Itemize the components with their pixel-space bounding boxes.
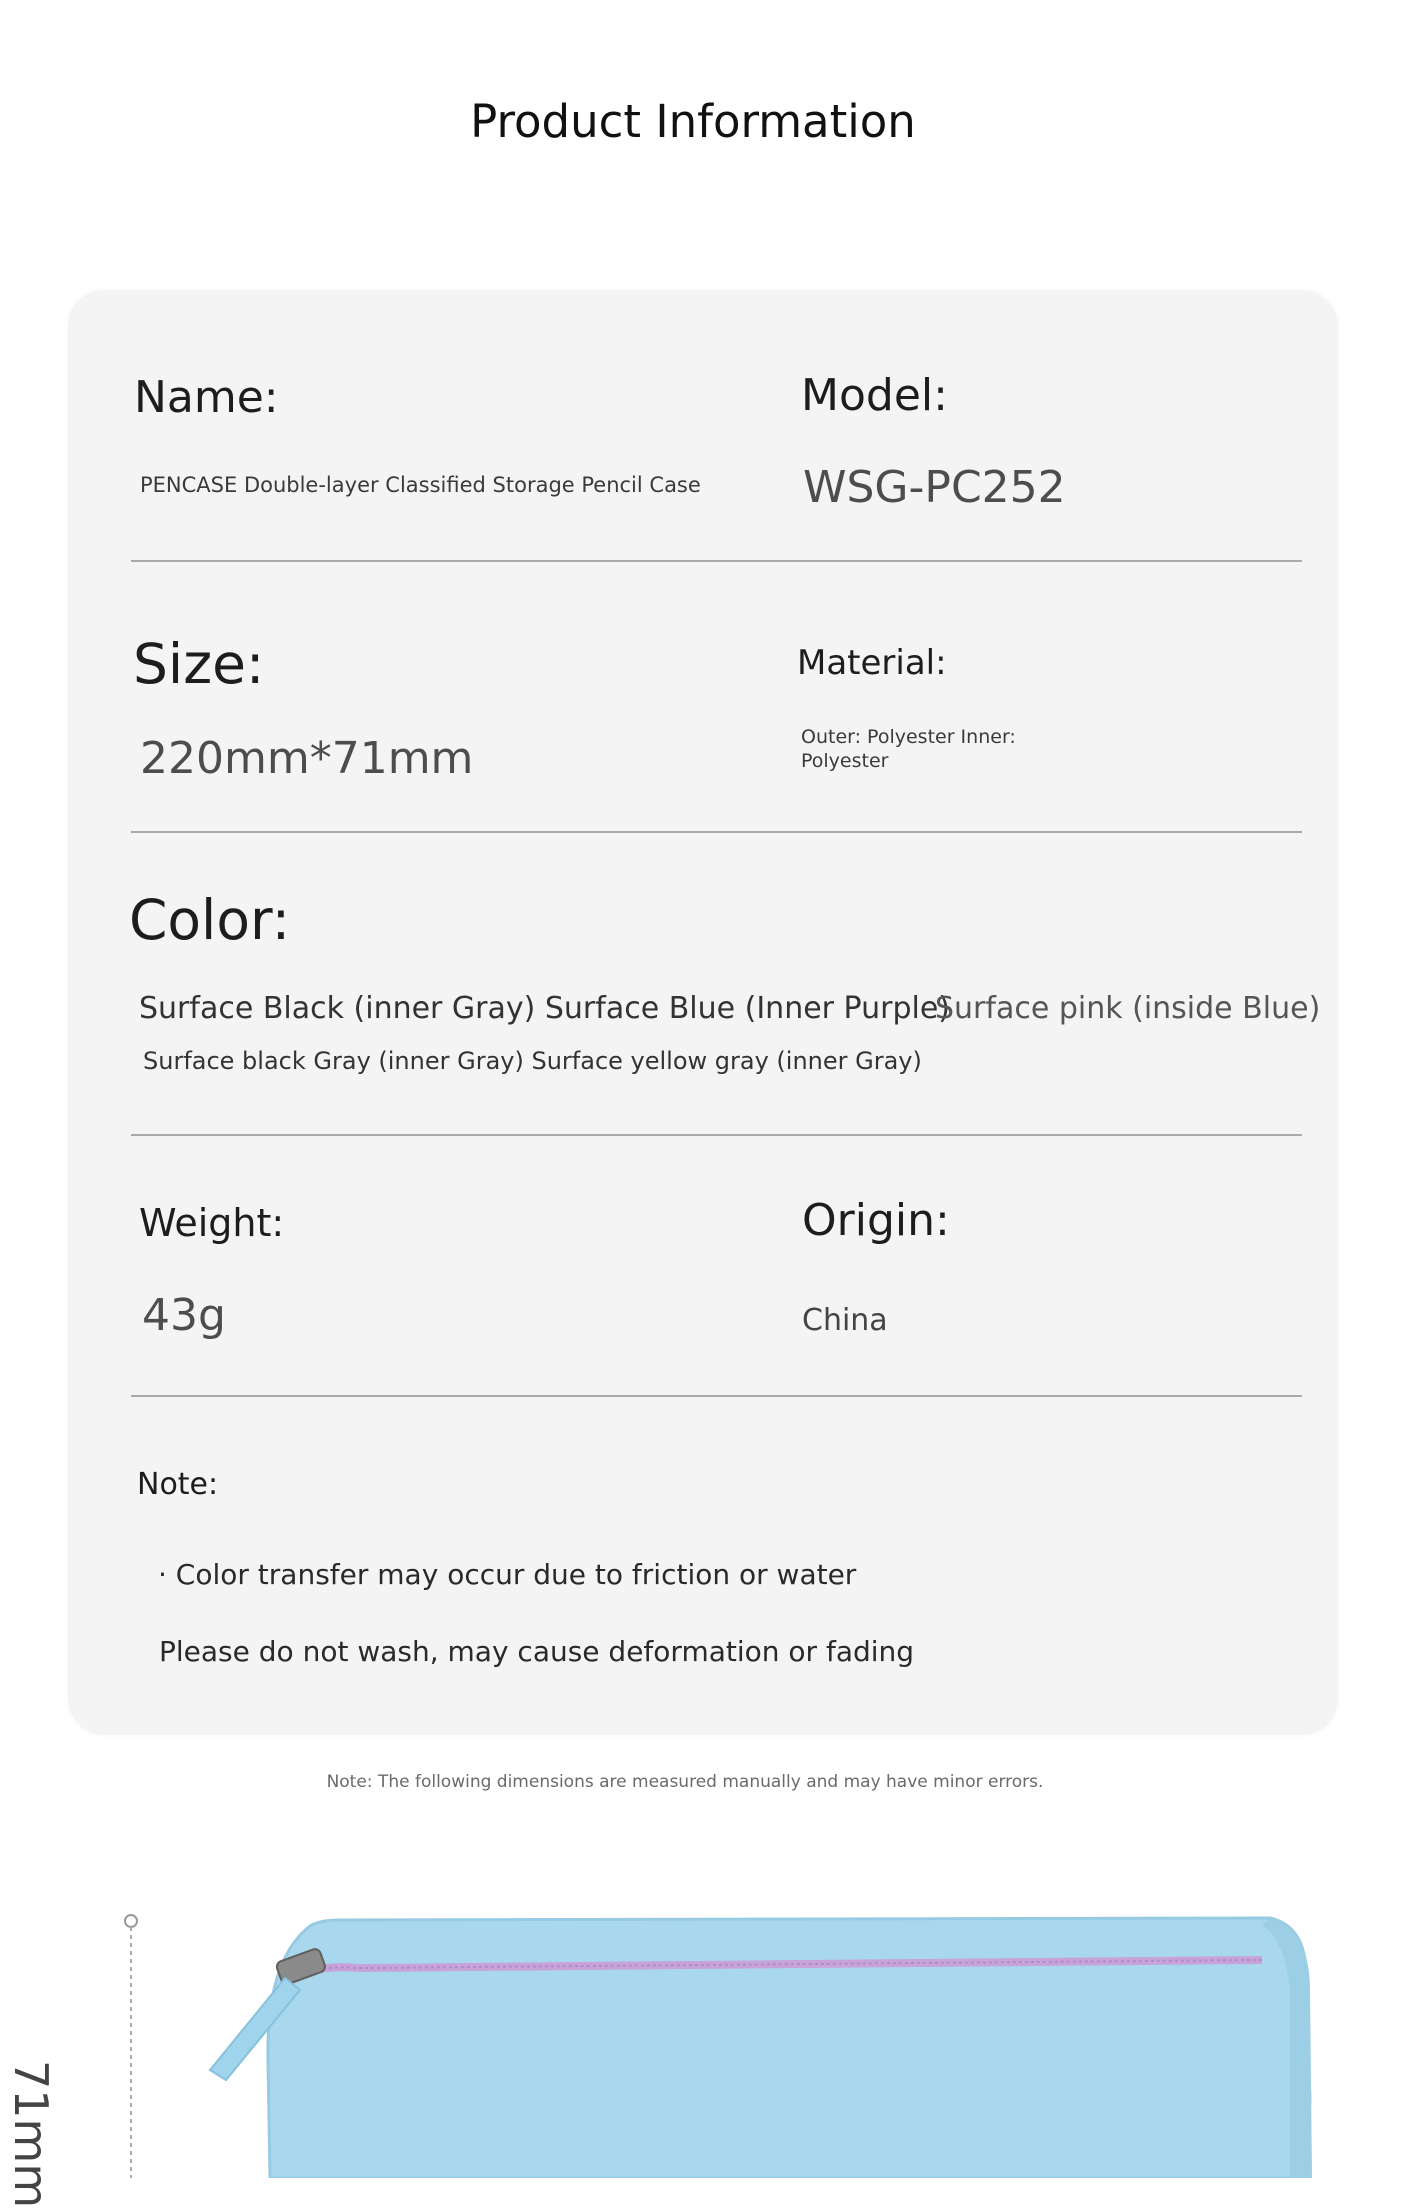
material-value-line2: Polyester bbox=[801, 750, 889, 772]
note-item: Please do not wash, may cause deformation or fading bbox=[159, 1635, 915, 1668]
size-label: Size: bbox=[133, 632, 265, 696]
note-label: Note: bbox=[137, 1467, 219, 1502]
product-photo bbox=[0, 1880, 1407, 2178]
divider bbox=[131, 1395, 1302, 1397]
note-item: · Color transfer may occur due to friction or water bbox=[158, 1558, 857, 1591]
name-value: PENCASE Double-layer Classified Storage Pencil Case bbox=[140, 473, 701, 497]
material-value-line1: Outer: Polyester Inner: bbox=[801, 726, 1016, 748]
page-title: Product Information bbox=[470, 95, 916, 148]
dimension-marker-icon bbox=[125, 1915, 137, 1927]
color-options-line2: Surface black Gray (inner Gray) Surface yellow gray (inner Gray) bbox=[143, 1047, 922, 1075]
divider bbox=[131, 831, 1302, 833]
dimension-footnote: Note: The following dimensions are measured manually and may have minor errors. bbox=[326, 1772, 1044, 1792]
dimension-label: 71mm bbox=[4, 2060, 58, 2208]
divider bbox=[131, 1134, 1302, 1136]
color-label: Color: bbox=[129, 888, 291, 952]
model-label: Model: bbox=[801, 370, 948, 421]
origin-value: China bbox=[802, 1303, 888, 1338]
weight-value: 43g bbox=[142, 1290, 226, 1341]
divider bbox=[131, 560, 1302, 562]
name-label: Name: bbox=[134, 372, 279, 423]
color-options-line1: Surface Black (inner Gray) Surface Blue (Inner Purple) bbox=[139, 991, 950, 1026]
weight-label: Weight: bbox=[139, 1201, 285, 1245]
color-options-line1-right: Surface pink (inside Blue) bbox=[935, 991, 1321, 1026]
origin-label: Origin: bbox=[802, 1195, 950, 1246]
material-label: Material: bbox=[797, 643, 947, 683]
model-value: WSG-PC252 bbox=[803, 462, 1066, 513]
size-value: 220mm*71mm bbox=[140, 733, 474, 784]
